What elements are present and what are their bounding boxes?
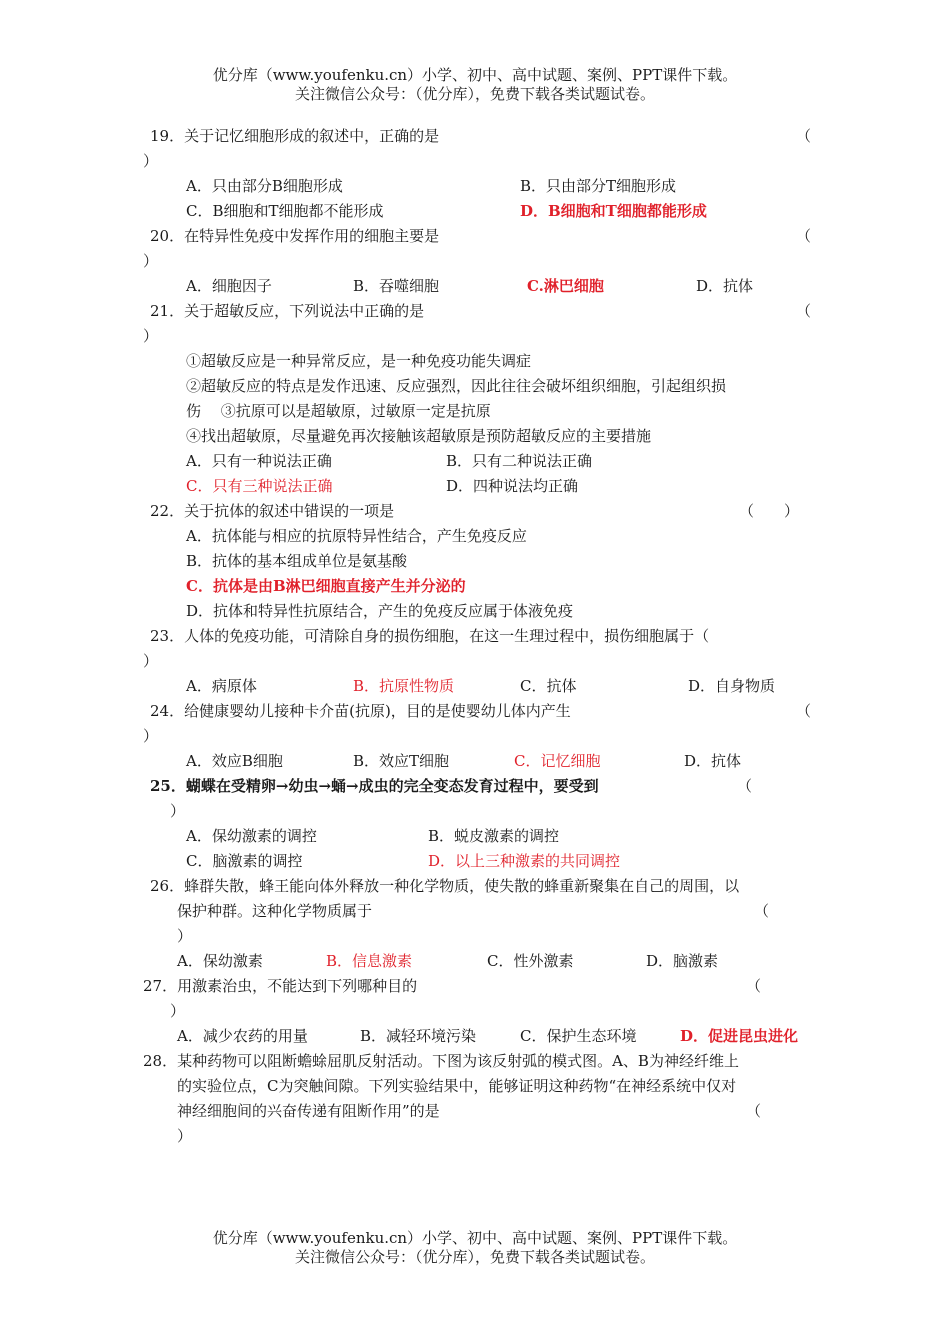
q21-option-a: A．只有一种说法正确 [186, 452, 332, 470]
q25-option-a: A．保幼激素的调控 [186, 827, 317, 845]
q24-option-d: D．抗体 [684, 752, 742, 770]
q19-stem: 19．关于记忆细胞形成的叙述中，正确的是 [150, 127, 440, 145]
q27-option-d-answer: D．促进昆虫进化 [680, 1027, 799, 1045]
q23-option-a: A．病原体 [186, 677, 257, 695]
q27-option-c: C．保护生态环境 [520, 1027, 637, 1045]
q28-paren-close: ） [177, 1127, 193, 1145]
q21-statement-1: ①超敏反应是一种异常反应，是一种免疫功能失调症 [186, 352, 532, 370]
q24-paren-close: ） [143, 727, 159, 745]
q21-paren-close: ） [143, 327, 159, 345]
q27-stem: 27．用激素治虫，不能达到下列哪种目的 [143, 977, 418, 995]
q26-stem-line-2: 保护种群。这种化学物质属于 [177, 902, 373, 920]
q26-option-c: C．性外激素 [487, 952, 574, 970]
q24-option-c-answer: C．记忆细胞 [514, 752, 601, 770]
q21-statement-2-cont: 伤 ③抗原可以是超敏原，过敏原一定是抗原 [186, 402, 491, 420]
page-header-line-2: 关注微信公众号：（优分库），免费下载各类试题试卷。 [294, 85, 655, 103]
q24-stem: 24．给健康婴幼儿接种卡介苗(抗原)，目的是使婴幼儿体内产生 [150, 702, 571, 720]
page-header-line-1: 优分库（www.youfenku.cn）小学、初中、高中试题、案例、PPT课件下载。 [212, 66, 738, 84]
q26-option-b-answer: B．信息激素 [326, 952, 413, 970]
q19-paren-open: （ [796, 127, 812, 145]
q25-stem: 25．蝴蝶在受精卵→幼虫→蛹→成虫的完全变态发育过程中，要受到 [150, 777, 599, 795]
q21-paren-open: （ [796, 302, 812, 320]
q23-option-d: D．自身物质 [688, 677, 776, 695]
q20-option-b: B．吞噬细胞 [353, 277, 440, 295]
q20-stem: 20．在特异性免疫中发挥作用的细胞主要是 [150, 227, 440, 245]
q23-option-b-answer: B．抗原性物质 [353, 677, 455, 695]
q23-option-c: C．抗体 [520, 677, 577, 695]
q20-option-c-answer: C.淋巴细胞 [527, 277, 604, 295]
q27-option-a: A．减少农药的用量 [177, 1027, 308, 1045]
q22-paren: （ ） [739, 502, 800, 520]
q20-paren-close: ） [143, 252, 159, 270]
q22-stem: 22．关于抗体的叙述中错误的一项是 [150, 502, 395, 520]
q27-paren-close: ） [170, 1002, 186, 1020]
q21-statement-2: ②超敏反应的特点是发作迅速、反应强烈，因此往往会破坏组织细胞，引起组织损 [186, 377, 727, 395]
q24-paren-open: （ [796, 702, 812, 720]
q21-option-c-answer: C．只有三种说法正确 [186, 477, 333, 495]
q21-option-d: D．四种说法均正确 [446, 477, 579, 495]
q21-stem: 21．关于超敏反应，下列说法中正确的是 [150, 302, 425, 320]
q19-paren-close: ） [143, 152, 159, 170]
q23-stem: 23．人体的免疫功能，可清除自身的损伤细胞，在这一生理过程中，损伤细胞属于（ [150, 627, 710, 645]
q24-option-b: B．效应T细胞 [353, 752, 450, 770]
q21-statement-4: ④找出超敏原，尽量避免再次接触该超敏原是预防超敏反应的主要措施 [186, 427, 652, 445]
q25-paren-close: ） [170, 802, 186, 820]
page-footer-line-1: 优分库（www.youfenku.cn）小学、初中、高中试题、案例、PPT课件下载。 [212, 1229, 738, 1247]
q27-paren-open: （ [746, 977, 762, 995]
q28-stem-line-3: 神经细胞间的兴奋传递有阻断作用”的是 [177, 1102, 440, 1120]
q19-option-c: C．B细胞和T细胞都不能形成 [186, 202, 384, 220]
q26-paren-open: （ [754, 902, 770, 920]
q25-option-d-answer: D．以上三种激素的共同调控 [428, 852, 621, 870]
q26-paren-close: ） [177, 927, 193, 945]
q22-option-d: D．抗体和特异性抗原结合，产生的免疫反应属于体液免疫 [186, 602, 574, 620]
q22-option-a: A．抗体能与相应的抗原特异性结合，产生免疫反应 [186, 527, 527, 545]
q24-option-a: A．效应B细胞 [186, 752, 283, 770]
q25-option-c: C．脑激素的调控 [186, 852, 303, 870]
q26-option-a: A．保幼激素 [177, 952, 263, 970]
q26-option-d: D．脑激素 [646, 952, 719, 970]
q20-option-d: D．抗体 [696, 277, 754, 295]
q28-stem-line-1: 28．某种药物可以阻断蟾蜍屈肌反射活动。下图为该反射弧的模式图。A、B为神经纤维上 [143, 1052, 739, 1070]
q21-option-b: B．只有二种说法正确 [446, 452, 593, 470]
q23-paren-close: ） [143, 652, 159, 670]
page-footer-line-2: 关注微信公众号：（优分库），免费下载各类试题试卷。 [294, 1248, 655, 1266]
q22-option-c-answer: C．抗体是由B淋巴细胞直接产生并分泌的 [186, 577, 466, 595]
q25-option-b: B．蜕皮激素的调控 [428, 827, 560, 845]
q20-option-a: A．细胞因子 [186, 277, 272, 295]
q19-option-b: B．只由部分T细胞形成 [520, 177, 677, 195]
q19-option-a: A．只由部分B细胞形成 [186, 177, 343, 195]
q28-paren-open: （ [746, 1102, 762, 1120]
q26-stem-line-1: 26．蜂群失散，蜂王能向体外释放一种化学物质，使失散的蜂重新聚集在自己的周围，以 [150, 877, 740, 895]
q28-stem-line-2: 的实验位点，C为突触间隙。下列实验结果中，能够证明这种药物“在神经系统中仅对 [177, 1077, 737, 1095]
q19-option-d-answer: D．B细胞和T细胞都能形成 [520, 202, 707, 220]
q27-option-b: B．减轻环境污染 [360, 1027, 477, 1045]
q20-paren-open: （ [796, 227, 812, 245]
q25-paren-open: （ [737, 777, 753, 795]
q22-option-b: B．抗体的基本组成单位是氨基酸 [186, 552, 408, 570]
